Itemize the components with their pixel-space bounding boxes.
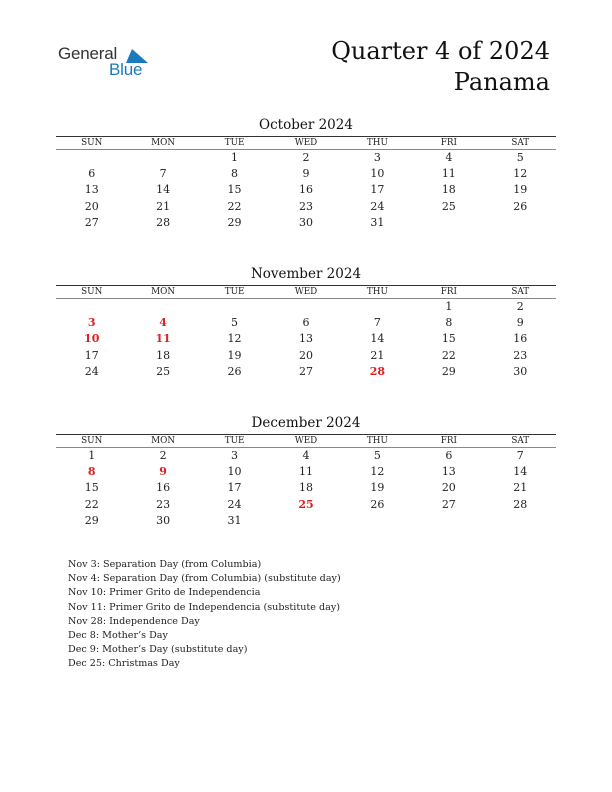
logo-text-general: General bbox=[58, 44, 118, 63]
day-cell: 25 bbox=[156, 364, 171, 378]
day-cell: 9 bbox=[516, 316, 524, 330]
day-cell: 15 bbox=[441, 332, 456, 346]
holiday-entry: Nov 3: Separation Day (from Columbia) bbox=[68, 559, 262, 570]
day-cell: 29 bbox=[441, 364, 456, 378]
day-cell: 28 bbox=[513, 497, 528, 511]
day-cell: 28 bbox=[369, 364, 386, 378]
day-cell: 18 bbox=[156, 348, 171, 362]
day-cell: 20 bbox=[298, 348, 313, 362]
day-cell: 31 bbox=[227, 513, 242, 527]
weekday-label: FRI bbox=[440, 436, 457, 446]
day-cell: 23 bbox=[298, 199, 313, 213]
weekday-label: SAT bbox=[511, 287, 530, 297]
day-cell: 19 bbox=[227, 348, 242, 362]
empty-day-cell bbox=[127, 299, 198, 315]
day-cell: 18 bbox=[298, 481, 313, 495]
day-cell: 5 bbox=[373, 449, 381, 462]
day-cell: 29 bbox=[227, 215, 242, 229]
empty-day-cell bbox=[270, 299, 341, 315]
day-cell: 6 bbox=[302, 316, 310, 330]
weekday-header bbox=[56, 137, 556, 149]
weekday-label: THU bbox=[366, 436, 388, 446]
day-cell: 5 bbox=[231, 316, 239, 330]
day-cell: 8 bbox=[445, 316, 453, 330]
title-country: Panama bbox=[453, 68, 550, 96]
day-cell: 1 bbox=[445, 300, 453, 313]
day-cell: 19 bbox=[370, 481, 385, 495]
day-grid bbox=[56, 448, 556, 529]
day-cell: 6 bbox=[445, 449, 453, 462]
title-quarter: Quarter 4 of 2024 bbox=[331, 37, 550, 65]
day-cell: 12 bbox=[513, 167, 528, 181]
day-cell: 11 bbox=[441, 167, 456, 181]
day-cell: 2 bbox=[159, 449, 167, 462]
weekday-label: WED bbox=[294, 287, 318, 297]
empty-day-cell bbox=[342, 513, 413, 529]
day-cell: 7 bbox=[516, 449, 524, 462]
day-cell: 13 bbox=[84, 183, 99, 197]
day-cell: 22 bbox=[227, 199, 242, 213]
weekday-label: TUE bbox=[224, 287, 245, 297]
day-cell: 30 bbox=[156, 513, 171, 527]
day-cell: 4 bbox=[445, 151, 453, 164]
weekday-label: WED bbox=[294, 138, 318, 148]
empty-day-cell bbox=[270, 513, 341, 529]
empty-day-cell bbox=[199, 299, 270, 315]
weekday-label: SAT bbox=[511, 138, 530, 148]
weekday-label: TUE bbox=[224, 436, 245, 446]
day-cell: 19 bbox=[513, 183, 528, 197]
day-cell: 16 bbox=[513, 332, 528, 346]
day-cell: 11 bbox=[298, 465, 313, 479]
day-cell: 9 bbox=[159, 465, 167, 479]
empty-day-cell bbox=[56, 299, 127, 315]
day-cell: 13 bbox=[441, 465, 456, 479]
weekday-header bbox=[56, 435, 556, 447]
day-cell: 24 bbox=[84, 364, 99, 378]
day-cell: 26 bbox=[227, 364, 242, 378]
day-cell: 21 bbox=[156, 199, 171, 213]
month-december bbox=[56, 414, 556, 529]
day-cell: 22 bbox=[84, 497, 99, 511]
day-cell: 21 bbox=[370, 348, 385, 362]
empty-day-cell bbox=[127, 150, 198, 166]
weekday-label: SAT bbox=[511, 436, 530, 446]
holiday-entry: Nov 10: Primer Grito de Independencia bbox=[68, 587, 261, 599]
day-cell: 1 bbox=[231, 151, 239, 164]
day-cell: 14 bbox=[370, 332, 385, 346]
day-cell: 14 bbox=[156, 183, 171, 197]
day-cell: 7 bbox=[373, 316, 381, 330]
day-cell: 12 bbox=[370, 465, 385, 479]
day-cell: 10 bbox=[227, 465, 242, 479]
day-cell: 30 bbox=[298, 215, 313, 229]
day-cell: 26 bbox=[513, 199, 528, 213]
holiday-list bbox=[68, 558, 341, 672]
day-cell: 13 bbox=[298, 332, 313, 346]
day-grid bbox=[56, 150, 556, 231]
day-cell: 21 bbox=[513, 481, 528, 495]
weekday-label: SUN bbox=[81, 287, 103, 297]
day-cell: 5 bbox=[516, 151, 524, 164]
holiday-entry: Nov 28: Independence Day bbox=[68, 615, 200, 627]
day-cell: 10 bbox=[84, 332, 100, 346]
weekday-label: MON bbox=[151, 436, 176, 446]
empty-day-cell bbox=[413, 513, 484, 529]
weekday-label: FRI bbox=[440, 138, 457, 148]
day-cell: 15 bbox=[84, 481, 99, 495]
day-cell: 30 bbox=[513, 364, 528, 378]
holiday-entry: Nov 11: Primer Grito de Independencia (substitute day) bbox=[68, 601, 340, 613]
day-cell: 17 bbox=[84, 348, 99, 362]
empty-day-cell bbox=[342, 299, 413, 315]
day-grid bbox=[56, 299, 556, 380]
day-cell: 27 bbox=[84, 215, 99, 229]
holiday-entry: Dec 8: Mother’s Day bbox=[68, 630, 168, 642]
day-cell: 23 bbox=[156, 497, 171, 511]
day-cell: 22 bbox=[441, 348, 456, 362]
empty-day-cell bbox=[485, 513, 556, 529]
day-cell: 26 bbox=[370, 497, 385, 511]
day-cell: 16 bbox=[156, 481, 171, 495]
day-cell: 4 bbox=[302, 449, 310, 462]
day-cell: 28 bbox=[156, 215, 171, 229]
day-cell: 3 bbox=[231, 449, 239, 462]
day-cell: 25 bbox=[441, 199, 456, 213]
day-cell: 16 bbox=[298, 183, 313, 197]
day-cell: 14 bbox=[513, 465, 528, 479]
weekday-header bbox=[56, 286, 556, 298]
day-cell: 27 bbox=[298, 364, 313, 378]
day-cell: 15 bbox=[227, 183, 242, 197]
empty-day-cell bbox=[485, 215, 556, 231]
page-title bbox=[331, 36, 550, 98]
holiday-entry: Nov 4: Separation Day (from Columbia) (substitute day) bbox=[68, 573, 341, 585]
day-cell: 9 bbox=[302, 167, 310, 181]
day-cell: 27 bbox=[441, 497, 456, 511]
day-cell: 24 bbox=[370, 199, 385, 213]
holiday-entry: Dec 25: Christmas Day bbox=[68, 658, 180, 670]
day-cell: 10 bbox=[370, 167, 385, 181]
day-cell: 31 bbox=[370, 215, 385, 229]
month-title: October 2024 bbox=[259, 117, 353, 133]
day-cell: 11 bbox=[155, 332, 171, 346]
empty-day-cell bbox=[56, 150, 127, 166]
day-cell: 12 bbox=[227, 332, 242, 346]
weekday-label: THU bbox=[366, 138, 388, 148]
day-cell: 25 bbox=[298, 497, 314, 511]
day-cell: 3 bbox=[87, 316, 96, 330]
day-cell: 8 bbox=[87, 465, 96, 479]
weekday-label: SUN bbox=[81, 138, 103, 148]
month-november bbox=[56, 265, 556, 380]
day-cell: 20 bbox=[84, 199, 99, 213]
empty-day-cell bbox=[413, 215, 484, 231]
day-cell: 20 bbox=[441, 481, 456, 495]
day-cell: 2 bbox=[516, 300, 524, 313]
weekday-label: THU bbox=[366, 287, 388, 297]
day-cell: 24 bbox=[227, 497, 242, 511]
weekday-label: FRI bbox=[440, 287, 457, 297]
day-cell: 7 bbox=[159, 167, 167, 181]
month-title: November 2024 bbox=[250, 266, 362, 282]
day-cell: 17 bbox=[370, 183, 385, 197]
month-title: December 2024 bbox=[251, 415, 361, 431]
brand-logo bbox=[58, 44, 158, 84]
logo-text-blue: Blue bbox=[109, 60, 143, 79]
month-october bbox=[56, 116, 556, 231]
weekday-label: WED bbox=[294, 436, 318, 446]
day-cell: 18 bbox=[441, 183, 456, 197]
day-cell: 3 bbox=[373, 151, 381, 164]
day-cell: 1 bbox=[88, 449, 96, 462]
weekday-label: MON bbox=[151, 287, 176, 297]
day-cell: 23 bbox=[513, 348, 528, 362]
day-cell: 6 bbox=[88, 167, 96, 181]
day-cell: 2 bbox=[302, 151, 310, 164]
weekday-label: TUE bbox=[224, 138, 245, 148]
weekday-label: SUN bbox=[81, 436, 103, 446]
weekday-label: MON bbox=[151, 138, 176, 148]
day-cell: 8 bbox=[231, 167, 239, 181]
day-cell: 4 bbox=[159, 316, 167, 330]
day-cell: 29 bbox=[84, 513, 99, 527]
holiday-entry: Dec 9: Mother’s Day (substitute day) bbox=[68, 644, 248, 656]
day-cell: 17 bbox=[227, 481, 242, 495]
